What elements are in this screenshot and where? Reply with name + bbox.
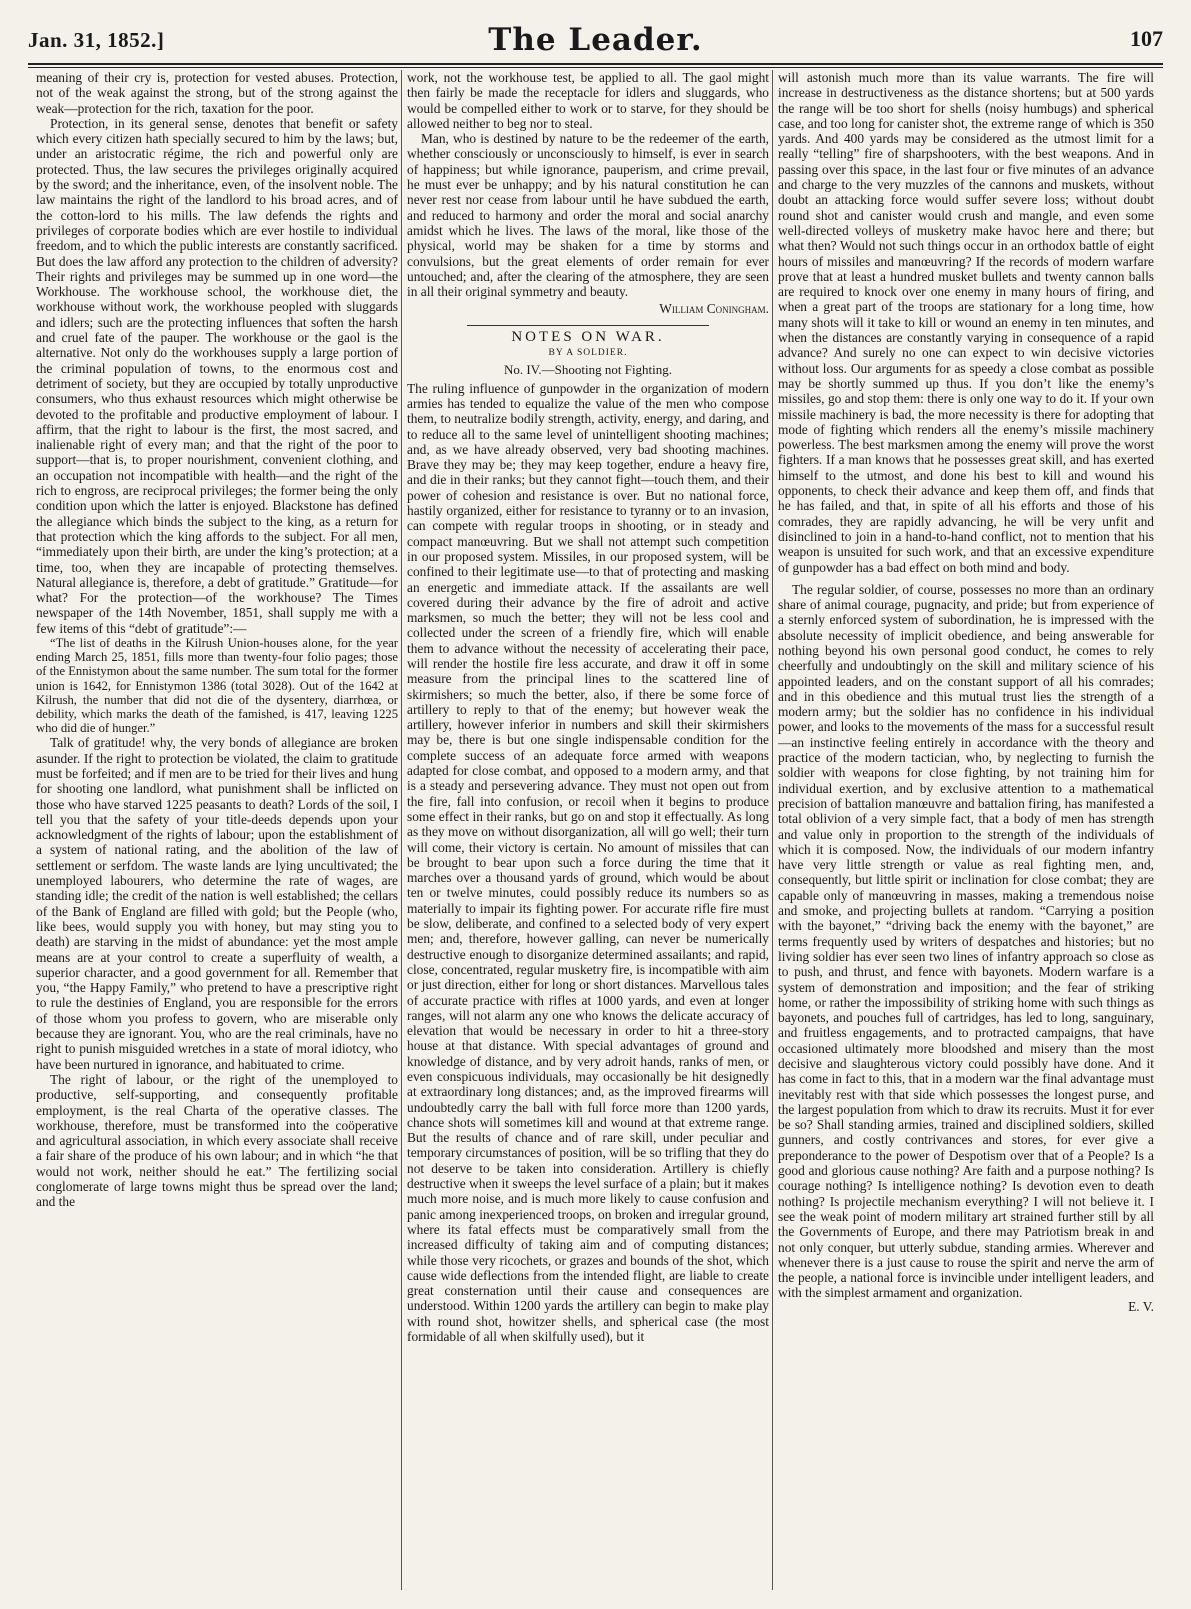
paragraph: will astonish much more than its value warrants. The fire will increase in destructiveness as the distance shortens; but at 500 yards the range will be too short for shells (noisy humbugs) and spherical case, and too long for canister shot, the extreme range of which is 350 yards. And 400 yards may be considered as the utmost limit for a really “telling” fire of sharpshooters, with the best weapons. And in passing over this space, in the last four or five minutes of an advance and charge to the very muzzles of the cannons and muskets, without doubt an attacking force would suffer severe loss; without doubt round shot and canister would crush and mangle, and even some well-directed volleys of musketry make havoc here and there; but what then? Would not such things occur in an orthodox battle of eight hours of missiles and manœuvring? If the records of modern warfare prove that at least a hundred musket bullets and twenty cannon balls are required to knock over one enemy in many hours of firing, and when a great part of the troops are stationary for a long time, how many shots will it take to kill or wound an enemy in ten minutes, and when the distances are constantly varying in consequence of a rapid advance? And surely no one can expect to win decisive victories without loss. Our arguments for as speedy a close combat as possible may be shortly summed up thus. If you don’t like the enemy’s missiles, go and stop them: there is only one way to do it. If your own missile machinery is bad, the more necessity is there for adopting that mode of fighting which renders all the enemy’s missile machinery powerless. The best marksmen among the enemy will prove the worst fighters. If a man knows that he possesses great skill, and has exerted himself to the utmost, and done his best to kill and wound his opponents, to check their advance and keep them off, and finds that he has failed, and that, in spite of all his efforts and those of his comrades, they are rapidly advancing, he will be very unfit and disinclined to join in a hand-to-hand conflict, not to mention that his weapon is unsuited for such work, and that an excessive expenditure of gunpowder has a bad effect on both mind and body.: [778, 70, 1154, 575]
page-number: 107: [1130, 26, 1163, 51]
column-divider-1: [401, 70, 402, 1590]
author-signature: William Coningham.: [659, 301, 769, 317]
paragraph: The right of labour, or the right of the unemployed to productive, self-supporting, and consequently profitable employment, is the real Charta of the operative classes. The workhouse, therefore, must be transformed into the coöperative and agricultural association, in which every associate shall receive a fair share of the produce of his own labour; and in which “he that would not work, neither should he eat.” The fertilizing social conglomerate of large towns might thus be spread over the land; and the: [36, 1071, 398, 1210]
author-initials: E. V.: [1128, 1298, 1154, 1314]
masthead-title: The Leader.: [488, 22, 703, 58]
column-1: [36, 70, 398, 1595]
article-title: NOTES ON WAR.: [511, 328, 665, 345]
article-byline: BY A SOLDIER.: [548, 348, 628, 359]
paragraph: Talk of gratitude! why, the very bonds of allegiance are broken asunder. If the right to protection be violated, the claim to gratitude must be forfeited; and if men are to be tried for their lives and hung for shooting one landlord, what punishment shall be inflicted on those who have starved 1225 peasants to death? Lords of the soil, I tell you that the safety of your title-deeds depends upon your acknowledgment of the rights of labour; upon the establishment of a system of national rating, and the abolition of the law of settlement or serfdom. The waste lands are lying uncultivated; the unemployed labourers, who determine the rate of wages, are standing idle; the credit of the nation is well established; the cellars of the Bank of England are filled with gold; but the People (who, like bees, would supply you with honey, but may sting you to death) are starving in the midst of abundance: yet the most ample means are at your control to create a superfluity of wealth, a superior character, and a good government for all. Remember that you, “the Happy Family,” who pretend to have a prescriptive right to rule the destinies of England, you are responsible for the errors of those whom you profess to govern, who are miserable only because they are ignorant. You, who are the real criminals, have no right to punish misguided wretches in a state of moral idiotcy, who have been nurtured in ignorance, and habituated to crime.: [36, 735, 398, 1072]
paragraph: The ruling influence of gunpowder in the organization of modern armies has tended to equalize the value of the men who compose them, to neutralize bodily strength, activity, energy, and daring, and to reduce all to the same level of unintelligent shooting machines; and, as we have already observed, very bad shooting machines. Brave they may be; they may keep together, endure a heavy fire, and die in their ranks; but they cannot fight—touch them, and their power of cohesion and resistance is over. But no national force, hastily organized, either for resistance to tyranny or to an invasion, can compete with regular troops in shooting, or in steady and compact manœuvring. But we shall not attempt such competition in our proposed system. Missiles, in our proposed system, will be confined to their legitimate use—to that of protecting and masking an energetic and immediate attack. If the assailants are well covered during their advance by the fire of adroit and active marksmen, so much the better; they will not be less cool and collected under the screen of a friendly fire, which will enable them to advance without the necessity of accelerating their pace, will render the hostile fire less accurate, and draw it off in some measure from the principal lines to the scattered line of skirmishers; so much the better, also, if there be some force of artillery to reply to that of the enemy; but however weak the artillery, however inferior in numbers and skill their skirmishers may be, there is but one single indispensable condition for the complete success of an adequate force armed with weapons adapted for close combat, and opposed to a modern army, and that is a steady and persevering advance. They must not open out from the fire, fall into confusion, or recoil when it begins to produce some effect in their ranks, but go on and stop it effectually. As long as they move on without disorganization, all will go well; their turn will come, their victory is certain. No amount of missiles that can be brought to bear upon such a force during the time that it marches over a thousand yards of ground, which would be about ten or twelve minutes, could possibly reduce its numbers so as materially to impair its fighting power. For accurate rifle fire must be slow, deliberate, and confined to a selected body of very expert men; and, therefore, however galling, can never be numerically destructive enough to disorganize determined assailants; and rapid, close, concentrated, regular musketry fire, is incompatible with aim or just direction, either for long or short distances. Marvellous tales of accurate practice with rifles at 1000 yards, and even at longer ranges, will not alarm any one who knows the delicate accuracy of elevation that would be necessary in order to hit a three-story house at that distance. With special advantages of ground and knowledge of distance, and by very adroit hands, ranks of men, or even conspicuous individuals, may occasionally be hit designedly at extraordinary long distances; and, as the improved firearms will undoubtedly carry the ball with full force more than 1200 yards, chance shots will sometimes kill and wound at that extreme range. But the results of chance and of rare skill, under peculiar and temporary circumstances of position, will be so trifling that they do not deserve to be taken into consideration. Artillery is chiefly destructive when it sweeps the level surface of a plain; but it makes much more noise, and is much more likely to cause confusion and panic among inexperienced troops, on broken and irregular ground, where its fatal effects must be comparatively small from the increased difficulty of taking aim and of computing distances; while those very ricochets, or grazes and bounds of the shot, which cause wide deflections from the intended flight, are liable to create great consternation until their cause and consequences are understood. Within 1200 yards the artillery can begin to make play with round shot, howitzer shells, and spherical case (the most formidable of all when skilfully used), but it: [407, 380, 769, 1345]
article-divider: [467, 325, 709, 326]
header-rule-thin: [28, 67, 1163, 68]
block-quote: “The list of deaths in the Kilrush Union-houses alone, for the year ending March 25, 1851, fills more than twenty-four folio pages; those of the Ennistymon about the same number. The sum total for the former union is 1642, for Ennistymon 1386 (total 3028). Out of the 1642 at Kilrush, the number that did not die of the dysentery, diarrhœa, or debility, which marks the death of the famished, is 417, leaving 1225 who did die of hunger.”: [36, 635, 398, 736]
paragraph: Man, who is destined by nature to be the redeemer of the earth, whether consciously or unconsciously to himself, is ever in search of happiness; but while ignorance, pauperism, and crime prevail, he must ever be unhappy; and by his natural constitution he can never rest nor cease from labour until he have subdued the earth, and reduced to harmony and order the moral and social anarchy amidst which he lives. The laws of the moral, like those of the physical, world may be shaken for a time by storms and convulsions, but the great elements of order remain for ever untouched; and, after the clearing of the atmosphere, they are seen in all their original symmetry and beauty.: [407, 131, 769, 300]
issue-date: Jan. 31, 1852.]: [28, 28, 165, 52]
paragraph: Protection, in its general sense, denotes that benefit or safety which every citizen hath specially secured to him by the laws; but, under an aristocratic régime, the rich and powerful only are protected. Thus, the law secures the privileges originally acquired by the sword; and the inheritance, even, of the insolvent noble. The law maintains the right of the landlord to his broad acres, and of the cotton-lord to his mills. The law defends the rights and privileges of corporate bodies which are ever hostile to individual freedom, and to which the public interests are constantly sacrificed. But does the law afford any protection to the children of adversity? Their rights and privileges may be summed up in one word—the Workhouse. The workhouse school, the workhouse diet, the workhouse without work, the workhouse peopled with sluggards and idlers; such are the protecting influences that soften the harsh and cruel fate of the pauper. The workhouse or the gaol is the alternative. Not only do the workhouses supply a large portion of the criminal population of towns, to the enormous cost and detriment of society, but they are occupied by totally unproductive consumers, who thus exhaust resources which might otherwise be devoted to the profitable and productive employment of labour. I affirm, that the right to labour is the first, the most sacred, and inalienable right of every man; and that the right of the poor to support—that is, to proper nourishment, convenient clothing, and an occupation not incompatible with health—and the right of the rich to engross, are reciprocal privileges; the former being the only condition upon which the latter is enjoyed. Blackstone has defined the allegiance which binds the subject to the king, as a return for that protection which the king affords to the subject. For all men, “immediately upon their birth, are under the king’s protection; at a time, too, when they are incapable of protecting themselves. Natural allegiance is, therefore, a debt of gratitude.” Gratitude—for what? For the protection—of the workhouse? The Times newspaper of the 14th November, 1851, shall supply me with a few items of this “debt of gratitude”:—: [36, 115, 398, 636]
page-header: [28, 22, 1163, 62]
paragraph-gap: [778, 575, 1154, 582]
column-divider-2: [772, 70, 773, 1590]
paragraph: The regular soldier, of course, possesses no more than an ordinary share of animal courage, pugnacity, and pride; but from experience of a sternly enforced system of subordination, he is impressed with the absolute necessity of implicit obedience, and being answerable for nothing beyond his own personal good conduct, he comes to rely cheerfully and undoubtingly on the skill and military science of his appointed leaders, and on the constant support of all his comrades; and in this obedience and this mutual trust lies the strength of a modern army; but the soldier has no confidence in his individual power, and looks to the movements of the mass for a successful result—an instinctive feeling entirely in accordance with the theory and practice of the modern tactician, who, by neglecting to furnish the soldier with weapons for close fighting, by not training him for individual exertion, and by exclusive attention to a mathematical precision of battalion manœuvre and battalion firing, has manifested a total oblivion of a very simple fact, that a body of men has strength and value only in proportion to the strength of the individuals of which it is composed. Now, the individuals of our modern infantry have very little strength or value as real fighting men, and, consequently, but little spirit or inclination for close combat; they are capable only of manœuvring in masses, making a tremendous noise and smoke, and projecting bullets at random. “Carrying a position with the bayonet,” “driving back the enemy with the bayonet,” are terms frequently used by writers of despatches and histories; but no living soldier has ever seen two lines of infantry approach so close as to push, and thrust, and fence with bayonets. Modern warfare is a system of demonstration and imposition; and the fear of striking home, or rather the impossibility of striking home with such things as bayonets, and pouches full of cartridges, has led to long, sanguinary, and fruitless engagements, and to protracted campaigns, that have occasioned ultimately more bloodshed and misery than the most decisive and slaughterous victory could possibly have done. And it has come in fact to this, that in a modern war the final advantage must inevitably rest with that side which possesses the longest purse, and the largest population from which to draw its recruits. Must it for ever be so? Shall standing armies, trained and disciplined soldiers, skilled gunners, and costly contrivances and stores, for ever give a preponderance to the power of Despotism over that of a People? Is a good and glorious cause nothing? Are faith and a purpose nothing? Is courage nothing? Is intelligence nothing? Is devotion even to death nothing? Is projectile mechanism everything? I will not believe it. I see the weak point of modern military art strained further still by all the Governments of Europe, and there may Patriotism break in and not only conquer, but utterly subdue, standing armies. Wherever and whenever there is a just cause to rouse the spirit and nerve the arm of the people, a national force is invincible under intelligent leaders, and with the simplest armament and organization.: [778, 581, 1154, 1301]
column-2: [407, 70, 769, 1595]
header-rule: [28, 63, 1163, 65]
article-subtitle: No. IV.—Shooting not Fighting.: [503, 362, 673, 378]
column-3: [778, 70, 1154, 1595]
paragraph: work, not the workhouse test, be applied to all. The gaol might then fairly be made the receptacle for idlers and sluggards, who would be compelled either to work or to starve, for they should be allowed neither to beg nor to steal.: [407, 70, 769, 131]
paragraph: meaning of their cry is, protection for vested abuses. Protection, not of the weak against the strong, but of the strong against the weak—protection for the rich, taxation for the poor.: [36, 70, 398, 116]
